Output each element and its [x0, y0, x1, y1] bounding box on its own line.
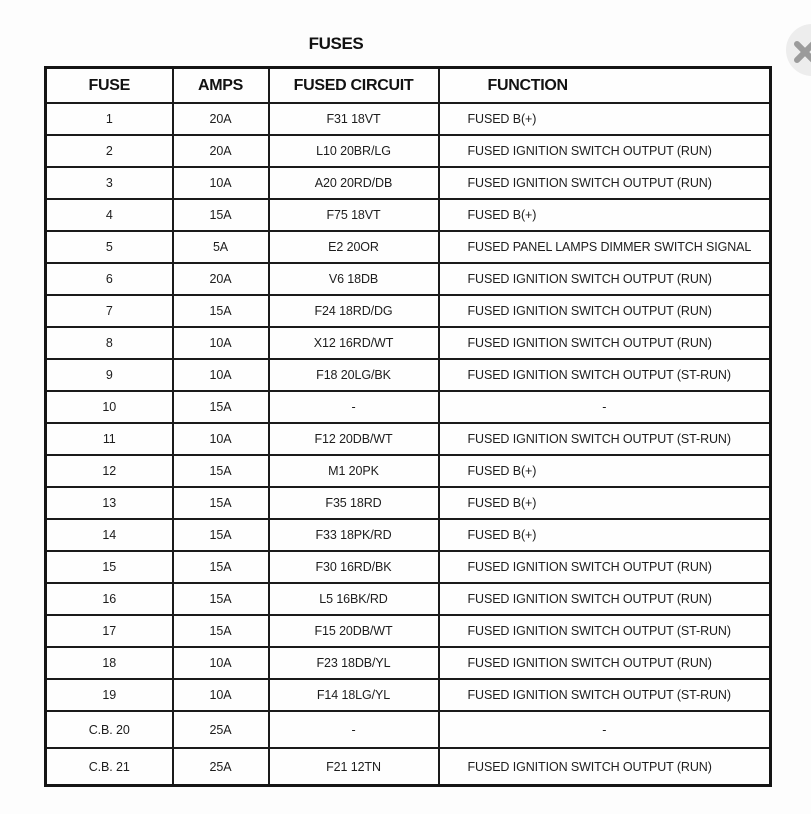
table-row — [46, 167, 771, 199]
amps-cell: 20A — [173, 135, 269, 167]
function-cell: FUSED IGNITION SWITCH OUTPUT (ST-RUN) — [439, 615, 771, 647]
amps-cell: 15A — [173, 583, 269, 615]
fuse-cell: 1 — [46, 103, 173, 135]
table-row — [46, 359, 771, 391]
circuit-cell: X12 16RD/WT — [269, 327, 439, 359]
fuse-cell: 11 — [46, 423, 173, 455]
function-cell: - — [439, 711, 771, 748]
circuit-cell: - — [269, 711, 439, 748]
amps-cell: 10A — [173, 167, 269, 199]
table-row — [46, 231, 771, 263]
circuit-cell: M1 20PK — [269, 455, 439, 487]
fuse-cell: 16 — [46, 583, 173, 615]
fuse-cell: C.B. 20 — [46, 711, 173, 748]
amps-cell: 10A — [173, 359, 269, 391]
table-row — [46, 615, 771, 647]
table-row — [46, 455, 771, 487]
col-header-amps: AMPS — [173, 68, 269, 104]
amps-cell: 20A — [173, 263, 269, 295]
table-row — [46, 679, 771, 711]
function-cell: FUSED IGNITION SWITCH OUTPUT (RUN) — [439, 551, 771, 583]
function-cell: FUSED B(+) — [439, 519, 771, 551]
function-cell: FUSED IGNITION SWITCH OUTPUT (RUN) — [439, 327, 771, 359]
table-row — [46, 583, 771, 615]
circuit-cell: F18 20LG/BK — [269, 359, 439, 391]
amps-cell: 15A — [173, 295, 269, 327]
function-cell: FUSED IGNITION SWITCH OUTPUT (RUN) — [439, 647, 771, 679]
function-cell: FUSED B(+) — [439, 199, 771, 231]
circuit-cell: A20 20RD/DB — [269, 167, 439, 199]
circuit-cell: F21 12TN — [269, 748, 439, 786]
amps-cell: 15A — [173, 519, 269, 551]
table-row — [46, 487, 771, 519]
amps-cell: 10A — [173, 423, 269, 455]
fuse-cell: 4 — [46, 199, 173, 231]
header-row — [46, 68, 771, 104]
table-row — [46, 711, 771, 748]
fuse-cell: 8 — [46, 327, 173, 359]
fuse-cell: C.B. 21 — [46, 748, 173, 786]
function-cell: FUSED IGNITION SWITCH OUTPUT (RUN) — [439, 263, 771, 295]
function-cell: FUSED IGNITION SWITCH OUTPUT (RUN) — [439, 748, 771, 786]
circuit-cell: F24 18RD/DG — [269, 295, 439, 327]
col-header-fuse: FUSE — [46, 68, 173, 104]
amps-cell: 15A — [173, 199, 269, 231]
fuse-cell: 9 — [46, 359, 173, 391]
circuit-cell: F31 18VT — [269, 103, 439, 135]
function-cell: FUSED IGNITION SWITCH OUTPUT (RUN) — [439, 583, 771, 615]
table-row — [46, 295, 771, 327]
amps-cell: 5A — [173, 231, 269, 263]
fuse-cell: 5 — [46, 231, 173, 263]
table-row — [46, 263, 771, 295]
amps-cell: 25A — [173, 711, 269, 748]
amps-cell: 15A — [173, 391, 269, 423]
fuse-cell: 18 — [46, 647, 173, 679]
table-row — [46, 391, 771, 423]
fuse-cell: 13 — [46, 487, 173, 519]
page-title: FUSES — [308, 34, 364, 53]
fuse-cell: 15 — [46, 551, 173, 583]
circuit-cell: F12 20DB/WT — [269, 423, 439, 455]
circuit-cell: F75 18VT — [269, 199, 439, 231]
function-cell: FUSED IGNITION SWITCH OUTPUT (RUN) — [439, 135, 771, 167]
fuse-cell: 12 — [46, 455, 173, 487]
col-header-fused-circuit: FUSED CIRCUIT — [269, 68, 439, 104]
fuse-cell: 2 — [46, 135, 173, 167]
function-cell: FUSED IGNITION SWITCH OUTPUT (RUN) — [439, 167, 771, 199]
col-header-function: FUNCTION — [439, 68, 771, 104]
table-row — [46, 199, 771, 231]
circuit-cell: F35 18RD — [269, 487, 439, 519]
function-cell: FUSED IGNITION SWITCH OUTPUT (ST-RUN) — [439, 359, 771, 391]
function-cell: FUSED IGNITION SWITCH OUTPUT (ST-RUN) — [439, 423, 771, 455]
table-row — [46, 519, 771, 551]
amps-cell: 15A — [173, 487, 269, 519]
circuit-cell: F15 20DB/WT — [269, 615, 439, 647]
fuse-cell: 3 — [46, 167, 173, 199]
circuit-cell: - — [269, 391, 439, 423]
table-row — [46, 647, 771, 679]
function-cell: FUSED B(+) — [439, 103, 771, 135]
function-cell: FUSED PANEL LAMPS DIMMER SWITCH SIGNAL — [439, 231, 771, 263]
fuse-cell: 14 — [46, 519, 173, 551]
function-cell: - — [439, 391, 771, 423]
fuse-cell: 6 — [46, 263, 173, 295]
circuit-cell: V6 18DB — [269, 263, 439, 295]
amps-cell: 10A — [173, 647, 269, 679]
fuse-cell: 10 — [46, 391, 173, 423]
fuse-cell: 7 — [46, 295, 173, 327]
amps-cell: 15A — [173, 551, 269, 583]
circuit-cell: F23 18DB/YL — [269, 647, 439, 679]
table-row — [46, 135, 771, 167]
close-button[interactable] — [786, 24, 811, 76]
function-cell: FUSED B(+) — [439, 455, 771, 487]
fuses-table-body — [46, 103, 771, 786]
circuit-cell: F33 18PK/RD — [269, 519, 439, 551]
fuses-table — [44, 66, 772, 787]
function-cell: FUSED B(+) — [439, 487, 771, 519]
amps-cell: 25A — [173, 748, 269, 786]
circuit-cell: F14 18LG/YL — [269, 679, 439, 711]
table-row — [46, 748, 771, 786]
amps-cell: 10A — [173, 327, 269, 359]
circuit-cell: F30 16RD/BK — [269, 551, 439, 583]
function-cell: FUSED IGNITION SWITCH OUTPUT (RUN) — [439, 295, 771, 327]
function-cell: FUSED IGNITION SWITCH OUTPUT (ST-RUN) — [439, 679, 771, 711]
table-row — [46, 327, 771, 359]
table-row — [46, 551, 771, 583]
circuit-cell: L5 16BK/RD — [269, 583, 439, 615]
circuit-cell: L10 20BR/LG — [269, 135, 439, 167]
amps-cell: 20A — [173, 103, 269, 135]
circuit-cell: E2 20OR — [269, 231, 439, 263]
amps-cell: 15A — [173, 455, 269, 487]
fuse-cell: 17 — [46, 615, 173, 647]
fuse-cell: 19 — [46, 679, 173, 711]
amps-cell: 10A — [173, 679, 269, 711]
amps-cell: 15A — [173, 615, 269, 647]
table-row — [46, 423, 771, 455]
table-row — [46, 103, 771, 135]
close-icon — [793, 40, 811, 64]
